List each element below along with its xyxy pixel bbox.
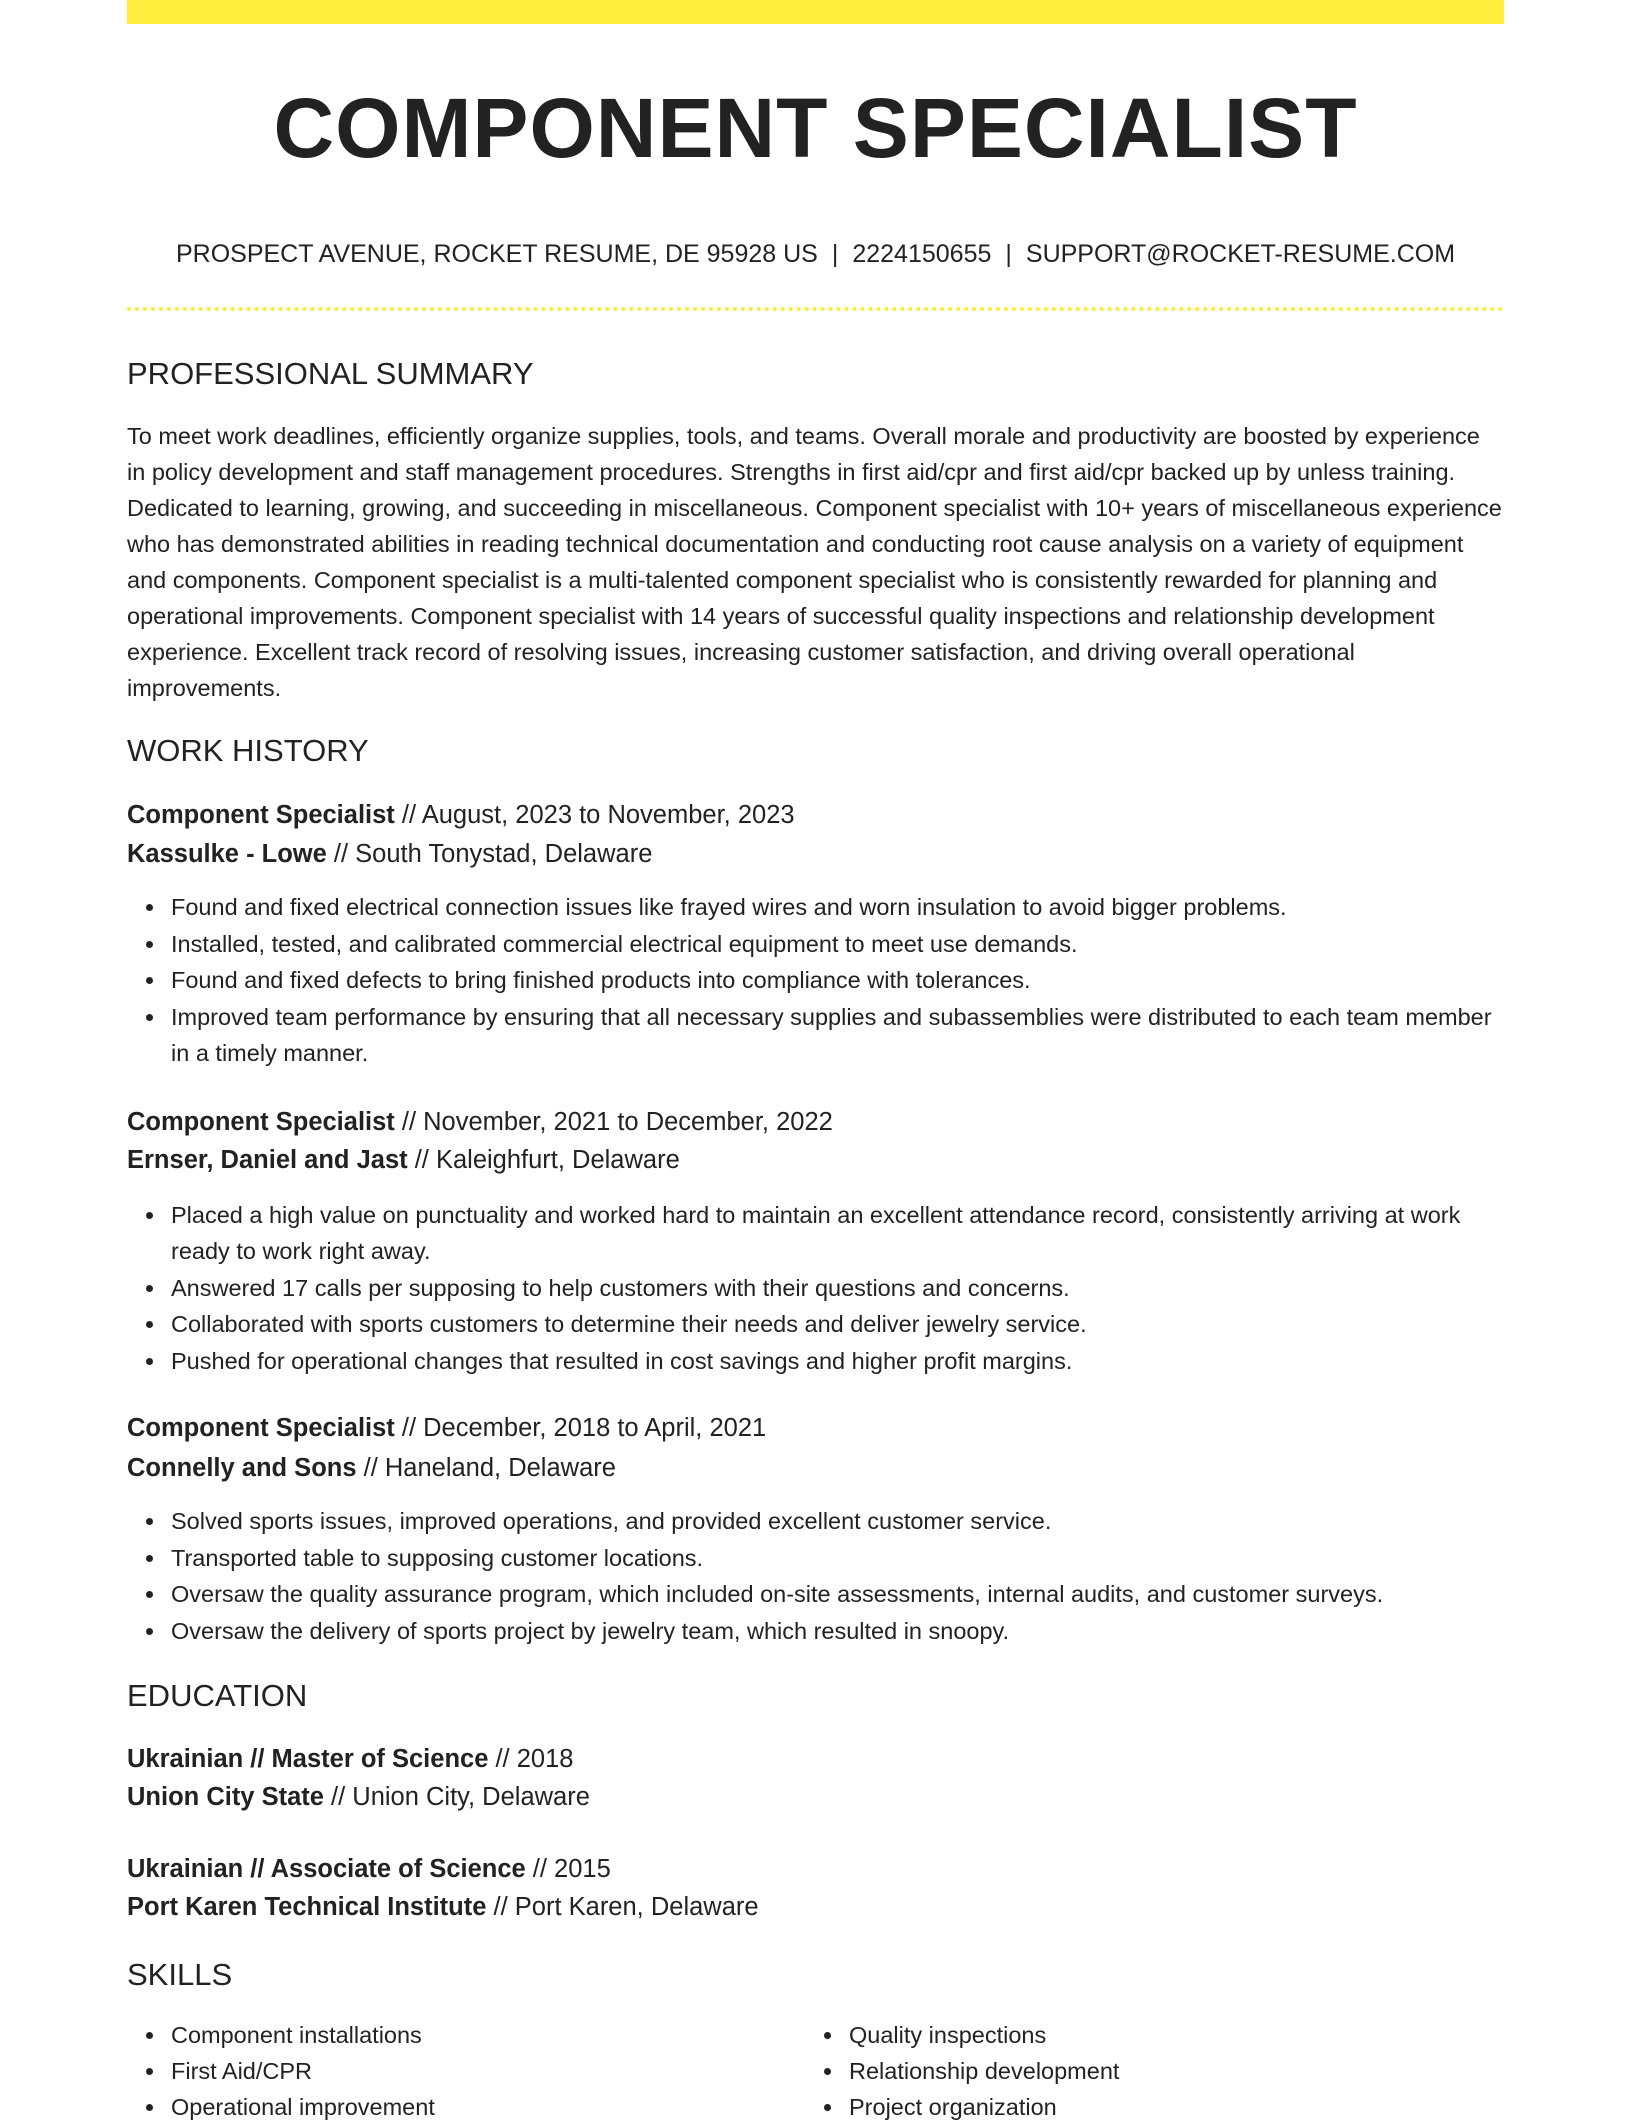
contact-separator: | (1005, 240, 1012, 268)
skills-list-left (127, 2017, 435, 2125)
contact-line (127, 236, 1504, 272)
job-bullet: Oversaw the quality assurance program, which included on-site assessments, internal audits, and customer surveys. (171, 1576, 1504, 1612)
contact-separator: | (831, 240, 839, 268)
contact-address: PROSPECT AVENUE, ROCKET RESUME, DE 95928 US (175, 240, 818, 268)
job-bullets (127, 889, 1504, 1071)
job-bullet: Oversaw the delivery of sports project by jewelry team, which resulted in snoopy. (171, 1613, 1504, 1649)
job-title-line (127, 1409, 766, 1447)
job-company: Connelly and Sons (127, 1454, 357, 1482)
job-bullet: Improved team performance by ensuring that all necessary supplies and subassemblies were distributed to each team member in a timely manner. (171, 999, 1504, 1071)
header-divider (127, 307, 1504, 311)
job-bullet: Collaborated with sports customers to determine their needs and deliver jewelry service. (171, 1306, 1504, 1342)
job-bullet: Found and fixed defects to bring finished products into compliance with tolerances. (171, 962, 1504, 998)
job-dates: // December, 2018 to April, 2021 (394, 1414, 767, 1442)
skill-item: First Aid/CPR (171, 2053, 435, 2089)
education-degree-line (127, 1850, 611, 1888)
skill-item: Quality inspections (849, 2017, 1119, 2053)
job-company: Kassulke - Lowe (127, 840, 327, 868)
job-bullets (127, 1197, 1504, 1379)
job-title-line (127, 1103, 833, 1141)
job-location: // South Tonystad, Delaware (326, 840, 653, 868)
job-title: Component Specialist (127, 1108, 395, 1136)
education-degree: Ukrainian // Associate of Science (127, 1855, 526, 1883)
education-school: Union City State (127, 1783, 324, 1811)
job-bullet: Answered 17 calls per supposing to help customers with their questions and concerns. (171, 1270, 1504, 1306)
job-company-line (127, 1449, 616, 1487)
resume-title: COMPONENT SPECIALIST (273, 81, 1358, 175)
education-heading: EDUCATION (127, 1678, 308, 1713)
job-bullet: Transported table to supposing customer locations. (171, 1540, 1504, 1576)
skills-list-right (805, 2017, 1119, 2125)
job-bullet: Solved sports issues, improved operations, and provided excellent customer service. (171, 1503, 1504, 1539)
job-bullet: Placed a high value on punctuality and worked hard to maintain an excellent attendance record, consistently arriving at work ready to work right away. (171, 1197, 1504, 1269)
skill-item: Component installations (171, 2017, 435, 2053)
job-location: // Kaleighfurt, Delaware (407, 1146, 680, 1174)
education-year: // 2015 (525, 1855, 611, 1883)
skill-item: Project organization (849, 2089, 1119, 2125)
job-company-line (127, 835, 652, 873)
education-degree-line (127, 1740, 573, 1778)
job-location: // Haneland, Delaware (356, 1454, 616, 1482)
education-year: // 2018 (488, 1745, 574, 1773)
skill-item: Relationship development (849, 2053, 1119, 2089)
skills-heading: SKILLS (127, 1957, 233, 1992)
summary-heading: PROFESSIONAL SUMMARY (127, 356, 534, 391)
job-bullet: Installed, tested, and calibrated commercial electrical equipment to meet use demands. (171, 926, 1504, 962)
job-title-line (127, 796, 795, 834)
accent-bar (127, 0, 1504, 24)
summary-text: To meet work deadlines, efficiently organize supplies, tools, and teams. Overall morale and productivity are boosted by experience in policy development and staff management procedures. Strengths in first aid/cpr and first aid/cpr backed up by unless training. Dedicated to learning, growing, and succeeding in miscellaneous. Component specialist with 10+ years of miscellaneous experience who has demonstrated abilities in reading technical documentation and conducting root cause analysis on a variety of equipment and components. Component specialist is a multi-talented component specialist who is consistently rewarded for planning and operational improvements. Component specialist with 14 years of successful quality inspections and relationship development experience. Excellent track record of resolving issues, increasing customer satisfaction, and driving overall operational improvements. (127, 423, 1502, 701)
skill-item: Operational improvement (171, 2089, 435, 2125)
job-title: Component Specialist (127, 1414, 395, 1442)
education-school-line (127, 1778, 590, 1816)
job-company: Ernser, Daniel and Jast (127, 1146, 408, 1174)
contact-phone: 2224150655 (852, 240, 992, 268)
education-location: // Port Karen, Delaware (486, 1893, 759, 1921)
contact-email: SUPPORT@ROCKET-RESUME.COM (1025, 240, 1456, 268)
education-location: // Union City, Delaware (323, 1783, 590, 1811)
education-degree: Ukrainian // Master of Science (127, 1745, 489, 1773)
job-bullets (127, 1503, 1504, 1649)
job-company-line (127, 1141, 680, 1179)
education-school: Port Karen Technical Institute (127, 1893, 487, 1921)
work-history-heading: WORK HISTORY (127, 733, 369, 768)
job-bullet: Found and fixed electrical connection issues like frayed wires and worn insulation to avoid bigger problems. (171, 889, 1504, 925)
job-title: Component Specialist (127, 801, 395, 829)
job-dates: // August, 2023 to November, 2023 (394, 801, 795, 829)
job-bullet: Pushed for operational changes that resulted in cost savings and higher profit margins. (171, 1343, 1504, 1379)
education-school-line (127, 1888, 759, 1926)
job-dates: // November, 2021 to December, 2022 (394, 1108, 833, 1136)
